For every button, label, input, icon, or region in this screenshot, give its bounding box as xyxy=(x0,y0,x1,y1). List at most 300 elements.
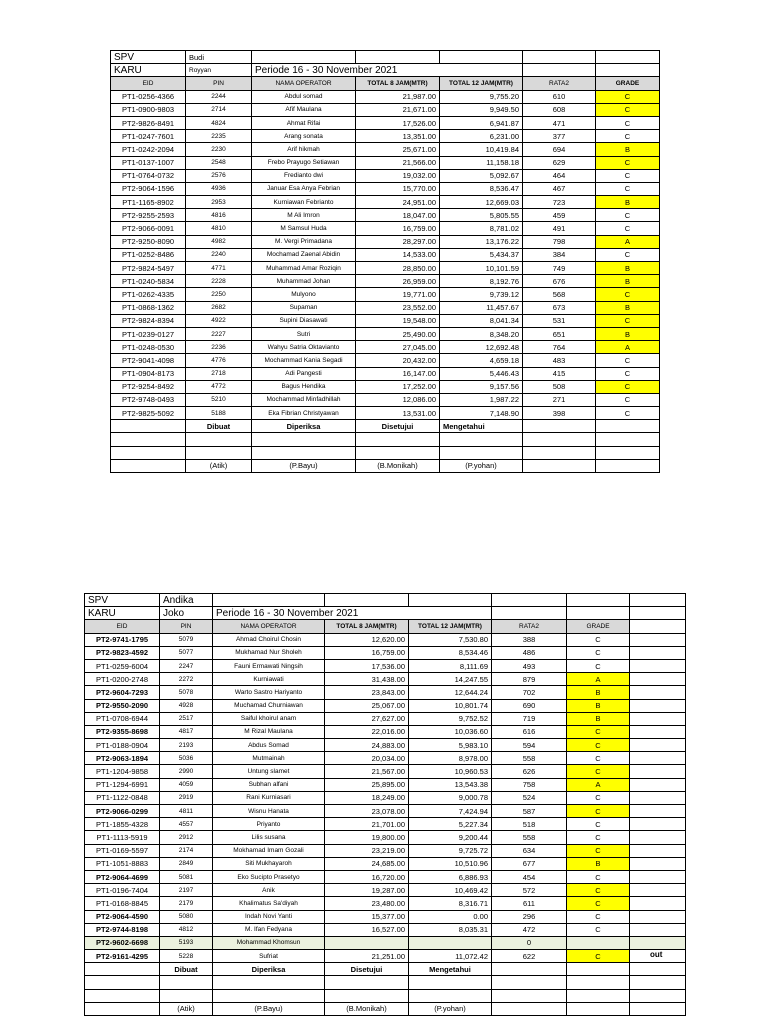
eid-cell: PT1-1204-9858 xyxy=(85,765,160,778)
rata2-cell: 611 xyxy=(492,897,567,910)
operator-name-cell: Sufriat xyxy=(213,950,325,963)
eid-cell: PT1-1294-6991 xyxy=(85,778,160,791)
signer-yohan: (P.yohan) xyxy=(440,459,523,472)
pin-cell: 2272 xyxy=(160,673,213,686)
eid-cell: PT1-0168-8845 xyxy=(85,897,160,910)
header-grade: GRADE xyxy=(567,620,630,633)
grade-cell: C xyxy=(567,725,630,738)
table-row xyxy=(85,884,686,897)
grade-cell: C xyxy=(567,752,630,765)
total-8-jam-cell: 17,252.00 xyxy=(356,380,440,393)
table-row xyxy=(85,818,686,831)
pin-cell: 2193 xyxy=(160,739,213,752)
rata2-cell: 798 xyxy=(523,235,596,248)
eid-cell: PT1-0137-1007 xyxy=(111,156,186,169)
pin-cell: 4059 xyxy=(160,778,213,791)
eid-cell: PT2-9255-2593 xyxy=(111,209,186,222)
total-8-jam-cell: 25,671.00 xyxy=(356,143,440,156)
operator-name-cell: Arif hikmah xyxy=(252,143,356,156)
signer-bayu: (P.Bayu) xyxy=(213,1002,325,1015)
total-8-jam-cell: 18,047.00 xyxy=(356,209,440,222)
header-total-8-jam: TOTAL 8 JAM(MTR) xyxy=(325,620,409,633)
eid-cell: PT1-0169-5597 xyxy=(85,844,160,857)
total-8-jam-cell: 27,627.00 xyxy=(325,712,409,725)
operator-name-cell: Rani Kurniasari xyxy=(213,791,325,804)
eid-cell: PT2-9066-0091 xyxy=(111,222,186,235)
total-12-jam-cell: 10,510.96 xyxy=(409,857,492,870)
operator-name-cell: Wisnu Hanata xyxy=(213,805,325,818)
total-12-jam-cell: 7,148.90 xyxy=(440,407,523,420)
pin-cell: 2849 xyxy=(160,857,213,870)
table-row xyxy=(85,923,686,936)
operator-name-cell: Fauni Ermawati Ningsih xyxy=(213,659,325,672)
eid-cell: PT2-9602-6698 xyxy=(85,936,160,949)
sign-label-dibuat: Dibuat xyxy=(160,963,213,976)
rata2-cell: 879 xyxy=(492,673,567,686)
eid-cell: PT1-0262-4335 xyxy=(111,288,186,301)
grade-cell: C xyxy=(567,739,630,752)
operator-name-cell: Muhammad Johan xyxy=(252,275,356,288)
table-row xyxy=(111,90,660,103)
operator-name-cell: Warto Sastro Hariyanto xyxy=(213,686,325,699)
total-12-jam-cell: 7,530.80 xyxy=(409,633,492,646)
rata2-cell: 508 xyxy=(523,380,596,393)
table-row xyxy=(85,673,686,686)
table-row xyxy=(111,393,660,406)
grade-cell: C xyxy=(567,646,630,659)
rata2-cell: 493 xyxy=(492,659,567,672)
total-8-jam-cell: 24,685.00 xyxy=(325,857,409,870)
total-8-jam-cell: 23,480.00 xyxy=(325,897,409,910)
total-8-jam-cell: 16,527.00 xyxy=(325,923,409,936)
pin-cell: 2228 xyxy=(186,275,252,288)
total-12-jam-cell: 11,072.42 xyxy=(409,950,492,963)
total-8-jam-cell: 15,377.00 xyxy=(325,910,409,923)
total-12-jam-cell: 8,316.71 xyxy=(409,897,492,910)
operator-name-cell: M Samsul Huda xyxy=(252,222,356,235)
total-8-jam-cell: 21,251.00 xyxy=(325,950,409,963)
total-8-jam-cell: 13,351.00 xyxy=(356,130,440,143)
table-row xyxy=(85,870,686,883)
total-8-jam-cell: 19,287.00 xyxy=(325,884,409,897)
pin-cell: 5078 xyxy=(160,686,213,699)
total-8-jam-cell: 22,016.00 xyxy=(325,725,409,738)
eid-cell: PT2-9604-7293 xyxy=(85,686,160,699)
grade-cell: B xyxy=(567,712,630,725)
table-row xyxy=(111,380,660,393)
total-8-jam-cell: 20,432.00 xyxy=(356,354,440,367)
grade-cell: C xyxy=(596,103,660,116)
rata2-cell: 464 xyxy=(523,169,596,182)
rata2-cell: 702 xyxy=(492,686,567,699)
signer-atik: (Atik) xyxy=(186,459,252,472)
total-12-jam-cell: 10,801.74 xyxy=(409,699,492,712)
eid-cell: PT2-9824-8394 xyxy=(111,314,186,327)
total-12-jam-cell: 8,111.69 xyxy=(409,659,492,672)
pin-cell: 5036 xyxy=(160,752,213,765)
total-12-jam-cell: 6,886.93 xyxy=(409,870,492,883)
rata2-cell: 471 xyxy=(523,116,596,129)
grade-cell: A xyxy=(596,235,660,248)
header-nama-operator: NAMA OPERATOR xyxy=(252,77,356,90)
grade-cell: C xyxy=(567,910,630,923)
grade-cell: C xyxy=(596,314,660,327)
pin-cell: 2714 xyxy=(186,103,252,116)
operator-name-cell: Mochamad Zaenal Abidin xyxy=(252,248,356,261)
total-8-jam-cell: 23,078.00 xyxy=(325,805,409,818)
pin-cell: 2919 xyxy=(160,791,213,804)
eid-cell: PT1-0900-9803 xyxy=(111,103,186,116)
rata2-cell: 626 xyxy=(492,765,567,778)
sign-label-diperiksa: Diperiksa xyxy=(213,963,325,976)
grade-cell: C xyxy=(567,831,630,844)
rata2-cell: 616 xyxy=(492,725,567,738)
total-8-jam-cell: 18,249.00 xyxy=(325,791,409,804)
operator-name-cell: Supini Diasawati xyxy=(252,314,356,327)
total-12-jam-cell: 12,644.24 xyxy=(409,686,492,699)
total-12-jam-cell: 6,231.00 xyxy=(440,130,523,143)
total-12-jam-cell: 5,446.43 xyxy=(440,367,523,380)
grade-cell: C xyxy=(596,116,660,129)
rata2-cell: 486 xyxy=(492,646,567,659)
rata2-cell: 459 xyxy=(523,209,596,222)
total-12-jam-cell: 10,036.60 xyxy=(409,725,492,738)
grade-cell: C xyxy=(596,156,660,169)
operator-name-cell: Mulyono xyxy=(252,288,356,301)
header-eid: EID xyxy=(85,620,160,633)
eid-cell: PT1-0200-2748 xyxy=(85,673,160,686)
total-12-jam-cell: 8,536.47 xyxy=(440,182,523,195)
grade-cell: B xyxy=(596,143,660,156)
eid-cell: PT1-0239-0127 xyxy=(111,327,186,340)
rata2-cell: 719 xyxy=(492,712,567,725)
table-row xyxy=(85,897,686,910)
table-row xyxy=(85,712,686,725)
pin-cell: 4817 xyxy=(160,725,213,738)
total-12-jam-cell: 10,960.53 xyxy=(409,765,492,778)
eid-cell: PT1-1122-0848 xyxy=(85,791,160,804)
pin-cell: 2240 xyxy=(186,248,252,261)
total-8-jam-cell: 31,438.00 xyxy=(325,673,409,686)
grade-cell: B xyxy=(596,301,660,314)
operator-name-cell: Muhammad Amar Roziqin xyxy=(252,262,356,275)
grade-cell: C xyxy=(596,393,660,406)
grade-cell: B xyxy=(567,686,630,699)
sheet-body xyxy=(111,51,660,420)
pin-cell: 5080 xyxy=(160,910,213,923)
eid-cell: PT2-9748-0493 xyxy=(111,393,186,406)
rata2-cell: 271 xyxy=(523,393,596,406)
pin-cell: 2227 xyxy=(186,327,252,340)
total-8-jam-cell: 28,850.00 xyxy=(356,262,440,275)
eid-cell: PT1-1051-8883 xyxy=(85,857,160,870)
rata2-cell: 398 xyxy=(523,407,596,420)
operator-name-cell: Kurniawan Febrianto xyxy=(252,196,356,209)
total-12-jam-cell: 4,659.18 xyxy=(440,354,523,367)
total-12-jam-cell: 5,983.10 xyxy=(409,739,492,752)
eid-cell: PT1-0242-2094 xyxy=(111,143,186,156)
grade-cell: C xyxy=(567,923,630,936)
pin-cell: 2250 xyxy=(186,288,252,301)
total-8-jam-cell: 16,147.00 xyxy=(356,367,440,380)
signer-monikah: (B.Monikah) xyxy=(356,459,440,472)
rata2-cell: 758 xyxy=(492,778,567,791)
grade-cell: C xyxy=(596,130,660,143)
rata2-cell: 0 xyxy=(492,936,567,949)
eid-cell: PT1-0904-8173 xyxy=(111,367,186,380)
operator-name-cell: Abdul somad xyxy=(252,90,356,103)
operator-name-cell: Eko Sucipto Prasetyo xyxy=(213,870,325,883)
rata2-cell: 524 xyxy=(492,791,567,804)
table-row xyxy=(85,950,686,963)
pin-cell: 5193 xyxy=(160,936,213,949)
pin-cell: 4771 xyxy=(186,262,252,275)
rata2-cell: 384 xyxy=(523,248,596,261)
header-nama-operator: NAMA OPERATOR xyxy=(213,620,325,633)
rata2-cell: 472 xyxy=(492,923,567,936)
grade-cell: B xyxy=(596,196,660,209)
total-8-jam-cell: 21,987.00 xyxy=(356,90,440,103)
total-12-jam-cell: 13,543.38 xyxy=(409,778,492,791)
rata2-cell: 377 xyxy=(523,130,596,143)
pin-cell: 2197 xyxy=(160,884,213,897)
total-12-jam-cell: 6,941.87 xyxy=(440,116,523,129)
rata2-cell: 415 xyxy=(523,367,596,380)
periode-label: Periode 16 - 30 November 2021 xyxy=(252,64,523,77)
signer-yohan: (P.yohan) xyxy=(409,1002,492,1015)
table-row xyxy=(85,936,686,949)
table-row xyxy=(111,407,660,420)
rata2-cell: 622 xyxy=(492,950,567,963)
grade-cell: C xyxy=(596,222,660,235)
total-8-jam-cell: 14,533.00 xyxy=(356,248,440,261)
table-row xyxy=(111,156,660,169)
table-row xyxy=(85,686,686,699)
total-12-jam-cell: 8,035.31 xyxy=(409,923,492,936)
table-row xyxy=(111,314,660,327)
total-12-jam-cell: 12,669.03 xyxy=(440,196,523,209)
rata2-cell: 629 xyxy=(523,156,596,169)
total-12-jam-cell: 7,424.94 xyxy=(409,805,492,818)
grade-cell: C xyxy=(567,884,630,897)
total-8-jam-cell: 24,951.00 xyxy=(356,196,440,209)
grade-cell: C xyxy=(567,805,630,818)
eid-cell: PT2-9826-8491 xyxy=(111,116,186,129)
grade-cell: B xyxy=(567,699,630,712)
grade-cell: B xyxy=(596,327,660,340)
total-8-jam-cell: 27,045.00 xyxy=(356,341,440,354)
karu-label: KARU xyxy=(111,64,186,77)
table-row xyxy=(111,367,660,380)
eid-cell: PT2-9254-8492 xyxy=(111,380,186,393)
eid-cell: PT1-0256-4366 xyxy=(111,90,186,103)
eid-cell: PT1-1113-5919 xyxy=(85,831,160,844)
total-8-jam-cell: 19,032.00 xyxy=(356,169,440,182)
grade-cell: A xyxy=(567,778,630,791)
rata2-cell: 651 xyxy=(523,327,596,340)
spv-label: SPV xyxy=(85,594,160,607)
table-row xyxy=(111,143,660,156)
rata2-cell: 694 xyxy=(523,143,596,156)
sign-label-disetujui: Disetujui xyxy=(356,420,440,433)
eid-cell: PT1-0240-5834 xyxy=(111,275,186,288)
grade-cell: C xyxy=(596,288,660,301)
total-12-jam-cell: 14,247.55 xyxy=(409,673,492,686)
pin-cell: 4557 xyxy=(160,818,213,831)
operator-name-cell: Mochammad Kania Segadi xyxy=(252,354,356,367)
operator-name-cell: Priyanto xyxy=(213,818,325,831)
total-12-jam-cell: 9,752.52 xyxy=(409,712,492,725)
total-8-jam-cell: 23,552.00 xyxy=(356,301,440,314)
operator-name-cell: Adi Pangesti xyxy=(252,367,356,380)
table-row xyxy=(111,103,660,116)
eid-cell: PT1-0708-6944 xyxy=(85,712,160,725)
rata2-cell: 723 xyxy=(523,196,596,209)
total-12-jam-cell: 9,725.72 xyxy=(409,844,492,857)
total-8-jam-cell: 26,959.00 xyxy=(356,275,440,288)
rata2-cell: 676 xyxy=(523,275,596,288)
pin-cell: 4928 xyxy=(160,699,213,712)
total-12-jam-cell: 5,434.37 xyxy=(440,248,523,261)
total-8-jam-cell: 13,531.00 xyxy=(356,407,440,420)
rata2-cell: 673 xyxy=(523,301,596,314)
grade-cell: C xyxy=(596,354,660,367)
eid-cell: PT1-0196-7404 xyxy=(85,884,160,897)
grade-cell: B xyxy=(596,262,660,275)
operator-name-cell: Khalimatus Sa'diyah xyxy=(213,897,325,910)
total-8-jam-cell: 19,800.00 xyxy=(325,831,409,844)
operator-name-cell: Muchamad Churniawan xyxy=(213,699,325,712)
rata2-cell: 572 xyxy=(492,884,567,897)
table-row xyxy=(111,248,660,261)
table-row xyxy=(85,725,686,738)
eid-cell: PT2-9550-2090 xyxy=(85,699,160,712)
pin-cell: 5188 xyxy=(186,407,252,420)
pin-cell: 4772 xyxy=(186,380,252,393)
table-row xyxy=(85,831,686,844)
operator-name-cell: Sutri xyxy=(252,327,356,340)
grade-cell: C xyxy=(596,209,660,222)
total-8-jam-cell: 23,843.00 xyxy=(325,686,409,699)
signature-block xyxy=(111,420,660,473)
eid-cell: PT2-9161-4295 xyxy=(85,950,160,963)
rata2-cell: 491 xyxy=(523,222,596,235)
grade-cell: C xyxy=(567,870,630,883)
rata2-cell: 587 xyxy=(492,805,567,818)
table-row xyxy=(85,765,686,778)
grade-cell: A xyxy=(567,673,630,686)
rata2-cell: 558 xyxy=(492,752,567,765)
operator-name-cell: Fredianto dwi xyxy=(252,169,356,182)
header-pin: PIN xyxy=(160,620,213,633)
table-row xyxy=(111,262,660,275)
total-12-jam-cell: 8,348.20 xyxy=(440,327,523,340)
total-12-jam-cell: 9,949.50 xyxy=(440,103,523,116)
pin-cell: 4812 xyxy=(160,923,213,936)
signer-atik: (Atik) xyxy=(160,1002,213,1015)
table-row xyxy=(85,752,686,765)
table-row xyxy=(85,699,686,712)
eid-cell: PT1-0188-0904 xyxy=(85,739,160,752)
operator-name-cell: Eka Fibrian Christyawan xyxy=(252,407,356,420)
rata2-cell: 634 xyxy=(492,844,567,857)
operator-name-cell: M Rizal Maulana xyxy=(213,725,325,738)
operator-name-cell: Frebo Prayugo Setiawan xyxy=(252,156,356,169)
operator-name-cell: Kurniawati xyxy=(213,673,325,686)
operator-name-cell: Mohammad Khomsun xyxy=(213,936,325,949)
total-8-jam-cell: 25,490.00 xyxy=(356,327,440,340)
rata2-cell: 296 xyxy=(492,910,567,923)
table-row xyxy=(85,844,686,857)
grade-cell: C xyxy=(567,844,630,857)
table-row xyxy=(85,791,686,804)
grade-cell: B xyxy=(567,857,630,870)
table-row xyxy=(111,341,660,354)
operator-name-cell: Mokhamad Imam Gozali xyxy=(213,844,325,857)
sign-label-dibuat: Dibuat xyxy=(186,420,252,433)
header-total-12-jam: TOTAL 12 JAM(MTR) xyxy=(409,620,492,633)
total-12-jam-cell: 12,692.48 xyxy=(440,341,523,354)
operator-name-cell: Ahmat Rifai xyxy=(252,116,356,129)
table-row xyxy=(111,130,660,143)
pin-cell: 4982 xyxy=(186,235,252,248)
total-8-jam-cell: 23,219.00 xyxy=(325,844,409,857)
operator-name-cell: Lilis susana xyxy=(213,831,325,844)
rata2-cell: 764 xyxy=(523,341,596,354)
table-header xyxy=(111,77,660,90)
total-8-jam-cell: 28,297.00 xyxy=(356,235,440,248)
eid-cell: PT1-1855-4328 xyxy=(85,818,160,831)
eid-cell: PT2-9824-5497 xyxy=(111,262,186,275)
eid-cell: PT2-9825-5092 xyxy=(111,407,186,420)
total-12-jam-cell: 8,781.02 xyxy=(440,222,523,235)
pin-cell: 4936 xyxy=(186,182,252,195)
total-12-jam-cell: 13,176.22 xyxy=(440,235,523,248)
total-8-jam-cell: 12,620.00 xyxy=(325,633,409,646)
total-12-jam-cell: 1,987.22 xyxy=(440,393,523,406)
eid-cell: PT2-9064-1596 xyxy=(111,182,186,195)
signer-bayu: (P.Bayu) xyxy=(252,459,356,472)
table-row xyxy=(85,910,686,923)
spv-name: Budi xyxy=(186,51,252,64)
pin-cell: 4811 xyxy=(160,805,213,818)
grade-cell: C xyxy=(596,407,660,420)
total-12-jam-cell: 8,192.76 xyxy=(440,275,523,288)
table-row xyxy=(111,116,660,129)
total-12-jam-cell: 11,158.18 xyxy=(440,156,523,169)
signer-monikah: (B.Monikah) xyxy=(325,1002,409,1015)
pin-cell: 4810 xyxy=(186,222,252,235)
rata2-cell: 608 xyxy=(523,103,596,116)
total-8-jam-cell: 17,526.00 xyxy=(356,116,440,129)
total-8-jam-cell: 19,548.00 xyxy=(356,314,440,327)
pin-cell: 2236 xyxy=(186,341,252,354)
eid-cell: PT1-0259-6004 xyxy=(85,659,160,672)
out-note: out xyxy=(650,950,663,959)
grade-cell: C xyxy=(596,367,660,380)
total-8-jam-cell: 25,067.00 xyxy=(325,699,409,712)
pin-cell: 5228 xyxy=(160,950,213,963)
header-total-12-jam: TOTAL 12 JAM(MTR) xyxy=(440,77,523,90)
grade-cell: C xyxy=(567,818,630,831)
header-rata2: RATA2 xyxy=(523,77,596,90)
total-8-jam-cell: 21,567.00 xyxy=(325,765,409,778)
operator-name-cell: Abdus Somad xyxy=(213,739,325,752)
pin-cell: 5210 xyxy=(186,393,252,406)
eid-cell: PT1-0247-7601 xyxy=(111,130,186,143)
total-8-jam-cell: 19,771.00 xyxy=(356,288,440,301)
operator-name-cell: Mutmainah xyxy=(213,752,325,765)
